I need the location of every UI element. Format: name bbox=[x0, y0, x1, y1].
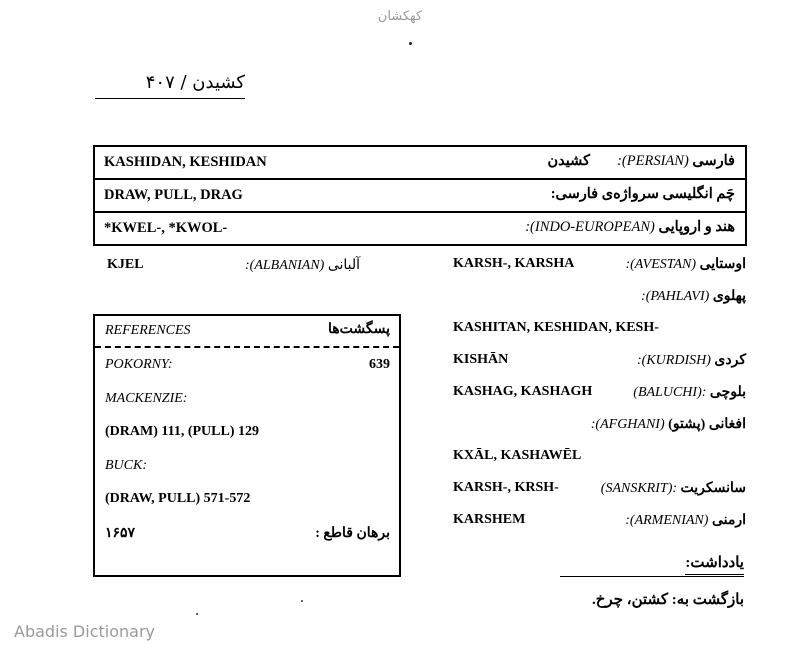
page-title: کشیدن / ۴۰۷ bbox=[95, 72, 245, 99]
language-row-pahlavi-value: KASHITAN, KESHIDAN, KESH- bbox=[453, 320, 659, 335]
references-title-en: REFERENCES bbox=[105, 323, 191, 338]
notes-divider bbox=[560, 576, 744, 577]
language-row-baluchi: KASHAG, KASHAGH بلوچی :(BALUCHI) bbox=[453, 384, 746, 400]
english-meaning: DRAW, PULL, DRAG bbox=[104, 187, 243, 203]
language-row-sanskrit: KARSH-, KRSH- سانسکریت :(SANSKRIT) bbox=[453, 480, 746, 496]
persian-transliteration: KASHIDAN, KESHIDAN bbox=[104, 154, 267, 170]
english-row bbox=[95, 178, 745, 211]
reference-buck: BUCK: bbox=[105, 457, 147, 473]
speck-dot bbox=[409, 42, 412, 45]
site-logo: کهکشان bbox=[377, 9, 423, 24]
language-row-kurdish: KISHĀN کردی (KURDISH): bbox=[453, 352, 746, 368]
language-row-afghani-value: KXĀL, KASHAWĒL bbox=[453, 448, 582, 463]
indo-european-label: هند و اروپایی (INDO-EUROPEAN): bbox=[525, 219, 735, 235]
reference-mackenzie: MACKENZIE: bbox=[105, 390, 188, 406]
language-row-armenian: KARSHEM ارمنی (ARMENIAN): bbox=[453, 512, 746, 528]
speck-dot bbox=[196, 613, 198, 615]
notes-title: یادداشت: bbox=[685, 553, 744, 575]
references-box bbox=[93, 314, 401, 577]
albanian-value: KJEL bbox=[107, 257, 144, 272]
persian-word: کشیدن bbox=[547, 153, 590, 169]
footer-watermark: Abadis Dictionary bbox=[14, 622, 155, 641]
reference-mackenzie-value: (DRAM) 111, (PULL) 129 bbox=[105, 424, 259, 439]
references-title-fa: پسگشت‌ها bbox=[327, 322, 390, 337]
notes-text: بازگشت به: کشتن، چرخ. bbox=[592, 592, 744, 608]
reference-pokorny: POKORNY: 639 bbox=[105, 357, 390, 372]
language-list bbox=[450, 250, 750, 538]
persian-label: فارسی (PERSIAN): bbox=[617, 153, 735, 169]
reference-buck-value: (DRAW, PULL) 571-572 bbox=[105, 491, 251, 506]
persian-row bbox=[95, 147, 745, 178]
language-row-pahlavi: پهلوی (PAHLAVI): bbox=[641, 289, 746, 304]
language-row-avestan: KARSH-, KARSHA اوستایی (AVESTAN): bbox=[453, 256, 746, 272]
speck-dot bbox=[301, 600, 303, 602]
english-label: چَم انگلیسی سرواژه‌ی فارسی: bbox=[550, 186, 735, 202]
indo-european-row bbox=[95, 211, 745, 244]
language-row-afghani: افغانی (پشتو) (AFGHANI): bbox=[590, 417, 746, 432]
reference-burhan: ۱۶۵۷ برهان قاطع : bbox=[105, 525, 390, 541]
references-header bbox=[95, 316, 399, 348]
indo-european-root: *KWEL-, *KWOL- bbox=[104, 220, 228, 236]
etymology-header-table bbox=[93, 145, 747, 246]
albanian-label: آلبانی (ALBANIAN): bbox=[245, 258, 361, 273]
